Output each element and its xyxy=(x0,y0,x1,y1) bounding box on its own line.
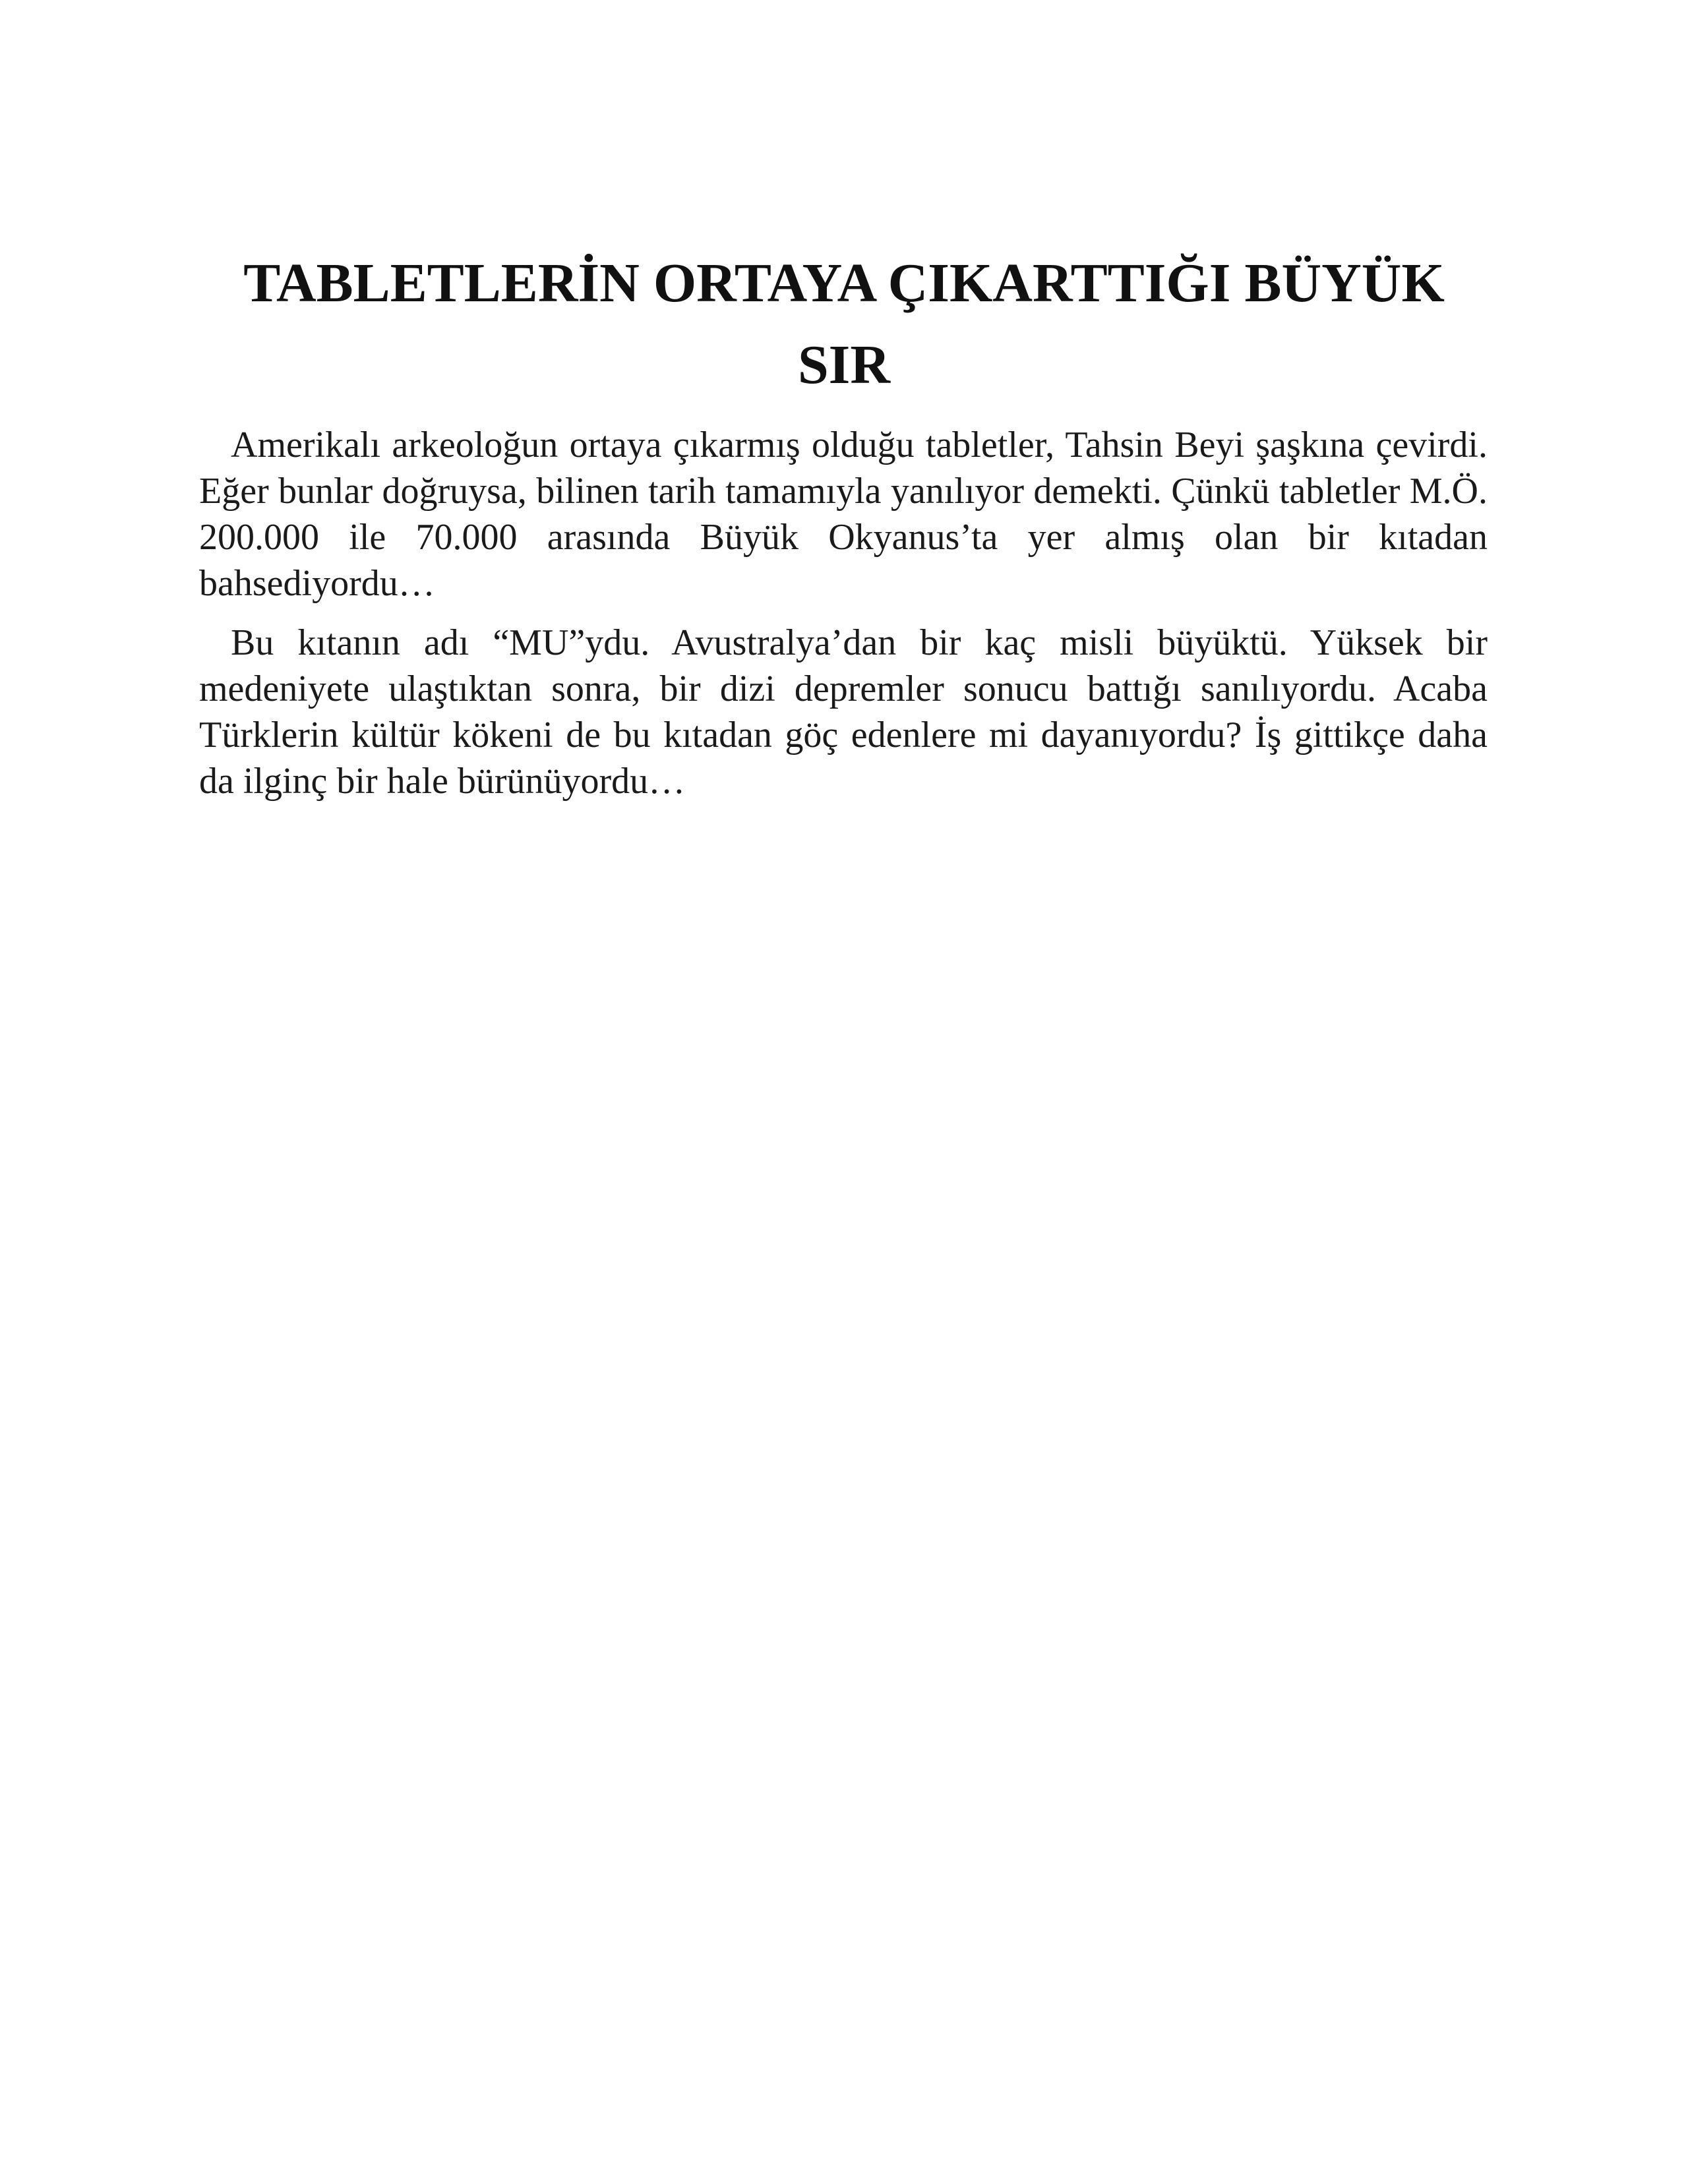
page-title xyxy=(198,243,1490,406)
paragraph-2: Bu kıtanın adı “MU”ydu. Avustralya’dan bir kaç misli büyüktü. Yüksek bir medeniyete ulaştıktan sonra, bir dizi depremler sonucu battığı sanılıyordu. Acaba Türklerin kültür kökeni de bu kıtadan göç edenlere mi dayanıyordu? İş gittikçe daha da ilginç bir hale bürünüyordu… xyxy=(199,622,1488,802)
page-title-line-2: SIR xyxy=(797,334,891,396)
page-title-line-1: TABLETLERİN ORTAYA ÇIKARTTIĞI BÜYÜK xyxy=(243,252,1445,314)
paragraph-1: Amerikalı arkeoloğun ortaya çıkarmış olduğu tabletler, Tahsin Beyi şaşkına çevirdi. Eğer bunlar doğruysa, bilinen tarih tamamıyla yanılıyor demekti. Çünkü tabletler M.Ö. 200.000 ile 70.000 arasında Büyük Okyanus’ta yer almış olan bir kıtadan bahsediyordu… xyxy=(199,425,1488,604)
body-text xyxy=(199,422,1488,817)
